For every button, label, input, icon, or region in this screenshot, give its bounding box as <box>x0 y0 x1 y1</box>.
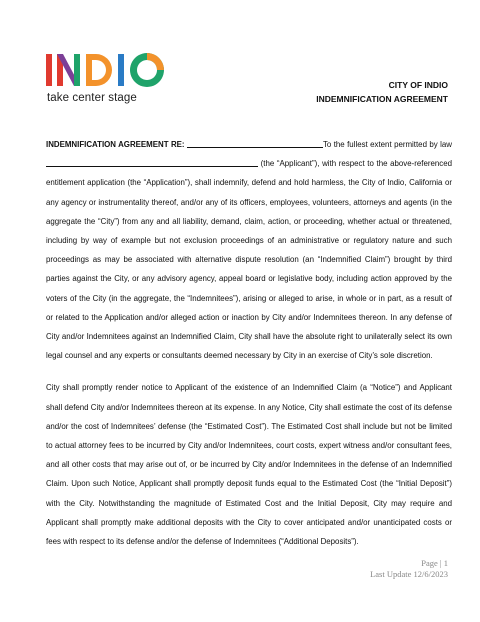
paragraph-1-text: to the above-referenced entitlement application (the “Application”), shall indemnify, defend and hold harmless, the City of Indio, California or any agency or instrumentality thereof, and/or any of its officers, employees, volunteers, attorneys and agents (in the aggregate the “City”) from any and all liability, demand, claim, action, or proceeding, whether actual or threatened, including by way of example but not exclusion proceedings of an administrative or regulatory nature and such proceedings as may be associated with alternative dispute resolution (an “Indemnified Claim”) brought by third parties against the City, or any advisory agency, appeal board or legislative body, including action approved by the voters of the City (in the aggregate, the “Indemnitees”), arising or alleged to arise, in whole or in part, as a result of or related to the Application and/or alleged action or inaction by City and/or Indemnitees thereon. In any defense of City and/or Indemnitees against an Indemnified Claim, City shall have the absolute right to unilaterally select its own legal counsel and any experts or consultants deemed necessary by City in an exercise of City’s sole discretion. <box>46 159 452 361</box>
permitted-prefix: permitted by law <box>394 140 452 149</box>
indio-wordmark-graphic <box>46 52 176 90</box>
last-update: Last Update 12/6/2023 <box>370 569 448 579</box>
permitted-suffix: (the “Applicant”), with respect <box>260 159 365 169</box>
paragraph-2: City shall promptly render notice to Applicant of the existence of an Indemnified Claim (a “Notice”) and Applicant shall defend City and/or Indemnitees thereon at its expense. In any Notice, City shall estimate the cost of its defense and/or the cost of Indemnitees’ defense (the “Estimated Cost”). The Estimated Cost shall include but not be limited to actual attorney fees to be incurred by City and/or Indemnitees, court costs, expert witness and/or consultant fees, and all other costs that may arise out of, or be incurred by City and/or Indemnitees in the defense of an Indemnified Claim. Upon such Notice, Applicant shall promptly deposit funds equal to the Estimated Cost (the “Initial Deposit”) with the City. Notwithstanding the magnitude of Estimated Cost and the Initial Deposit, City may require and Applicant shall promptly make additional deposits with the City to cover anticipated and/or unanticipated costs or fees with respect to its defense and/or the defense of Indemnitees (“Additional Deposits”). <box>46 383 452 547</box>
re-label: INDEMNIFICATION AGREEMENT RE: <box>46 140 185 149</box>
page-footer <box>370 558 448 580</box>
paragraph-1 <box>46 135 452 365</box>
document-header <box>316 78 448 106</box>
re-tail-text: To the fullest extent <box>322 140 392 149</box>
logo-tagline: take center stage <box>47 92 137 104</box>
city-name: CITY OF INDIO <box>388 80 448 90</box>
applicant-blank-field[interactable] <box>46 157 258 167</box>
page-number: Page | 1 <box>421 558 448 568</box>
re-blank-field[interactable] <box>187 138 323 148</box>
document-body <box>46 135 452 551</box>
document-title: INDEMNIFICATION AGREEMENT <box>316 94 448 104</box>
